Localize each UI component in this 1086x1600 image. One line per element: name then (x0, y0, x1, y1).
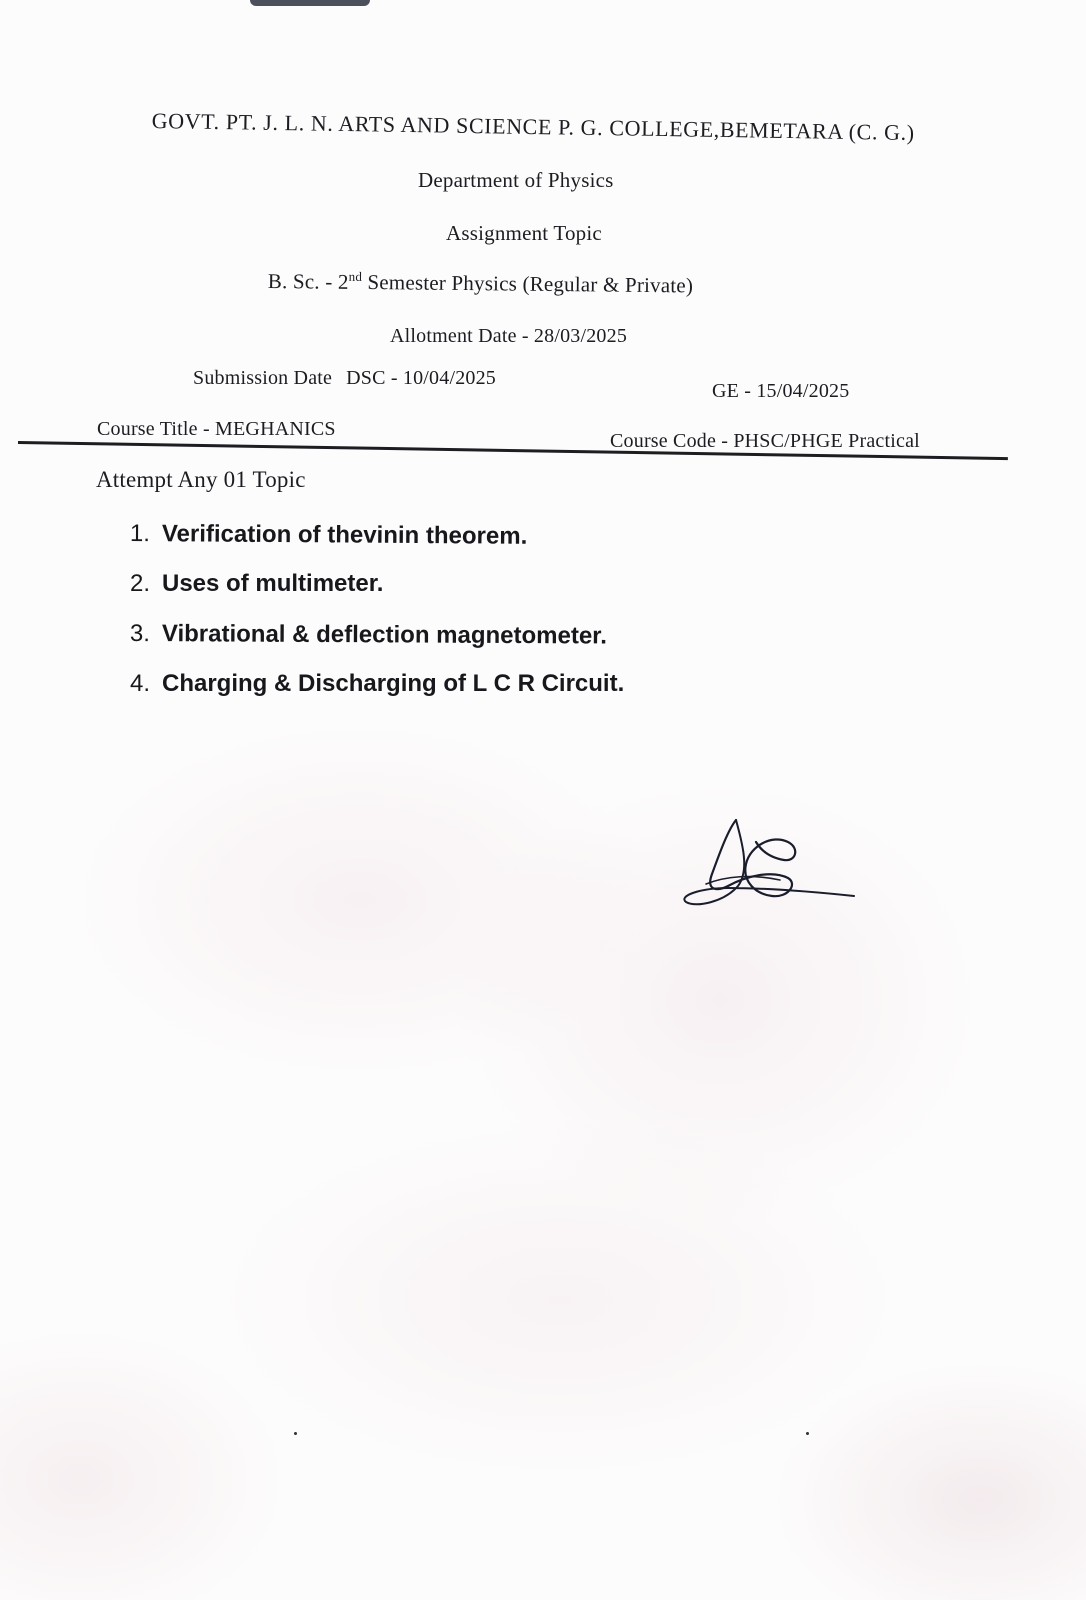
topic-number: 4. (130, 670, 151, 697)
topic-item (130, 520, 528, 551)
program-prefix: B. Sc. - 2 (267, 268, 349, 294)
topic-text: Charging & Discharging of L C R Circuit. (162, 670, 625, 697)
college-name: GOVT. PT. J. L. N. ARTS AND SCIENCE P. G. COLLEGE,BEMETARA (C. G.) (151, 108, 915, 145)
department-name: Department of Physics (418, 168, 614, 192)
topic-item (130, 620, 607, 650)
assignment-heading: Assignment Topic (446, 221, 602, 245)
course-title: Course Title - MEGHANICS (97, 418, 336, 440)
topic-text: Uses of multimeter. (162, 570, 384, 597)
program-sup: nd (348, 268, 363, 284)
course-code: Course Code - PHSC/PHGE Practical (610, 430, 920, 452)
submission-line (193, 367, 496, 390)
topic-text: Verification of thevinin theorem. (161, 520, 528, 550)
program-suffix: Semester Physics (Regular & Private) (361, 269, 694, 298)
signature (676, 812, 866, 922)
topic-item (130, 570, 383, 598)
instruction: Attempt Any 01 Topic (96, 467, 306, 492)
allotment-date: Allotment Date - 28/03/2025 (390, 325, 628, 347)
submission-dsc: DSC - 10/04/2025 (346, 367, 497, 389)
submission-label: Submission Date (193, 367, 333, 389)
topic-number: 3. (129, 620, 151, 648)
topic-item (130, 670, 624, 698)
submission-ge: GE - 15/04/2025 (712, 380, 850, 402)
program-line (268, 268, 693, 298)
speck (806, 1432, 809, 1435)
topic-text: Vibrational & deflection magnetometer. (161, 620, 607, 650)
speck (294, 1432, 297, 1435)
topic-number: 2. (130, 570, 151, 597)
scan-smudge (250, 0, 370, 6)
topic-number: 1. (129, 520, 151, 548)
